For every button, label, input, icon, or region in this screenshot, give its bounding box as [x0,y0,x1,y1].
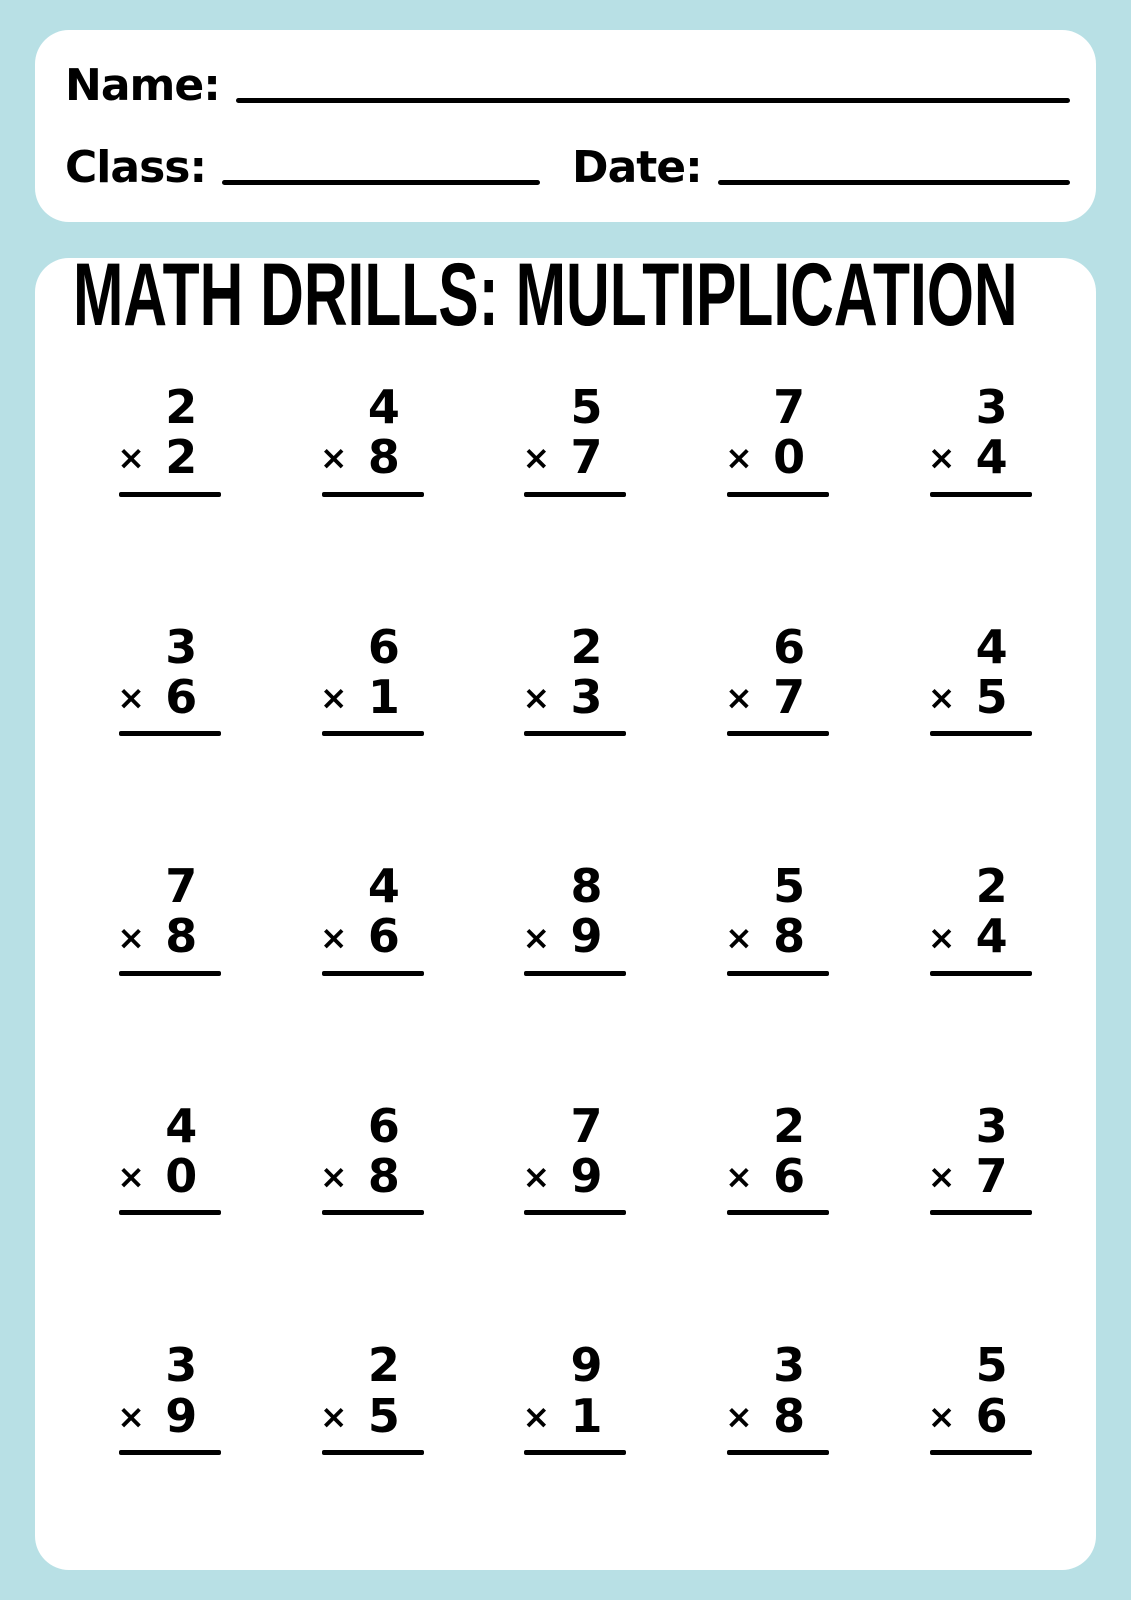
multiplier-row [319,1388,424,1443]
class-label: Class: [65,142,207,194]
multiplication-problem [319,1338,424,1455]
answer-line [727,1210,829,1215]
answer-line [119,1210,221,1215]
multiplicand-row [119,1098,221,1153]
answer-line [727,492,829,497]
multiplier-row [117,1388,221,1443]
multiplicand-digit: 9 [570,1338,603,1393]
multiplier-row [319,669,424,724]
multiplication-problem [319,859,424,976]
multiply-sign: × [319,917,348,957]
multiplicand-row [524,1338,626,1393]
multiplier-row [319,430,424,485]
multiplicand-row [524,619,626,674]
multiplier-digit: 6 [975,1388,1008,1443]
multiplier-digit: 7 [570,430,603,485]
multiplier-row [927,1388,1032,1443]
multiplicand-digit: 7 [570,1098,603,1153]
multiplication-problem [927,619,1032,737]
answer-line [119,731,221,736]
multiplicand-row [119,1338,221,1393]
multiply-sign: × [522,1157,551,1197]
multiply-sign: × [725,1157,753,1197]
answer-line [524,1210,626,1215]
multiplicand-digit: 7 [165,859,198,914]
multiplicand-row [727,380,829,434]
multiplier-digit: 0 [773,430,806,485]
name-blank-line [236,98,1070,103]
multiplier-digit: 5 [367,1388,400,1443]
multiplier-row [927,669,1032,724]
multiplicand-digit: 8 [570,859,603,914]
multiplicand-digit: 4 [975,619,1008,674]
multiplication-problem [927,1338,1032,1455]
answer-line [524,492,626,497]
answer-line [930,1450,1032,1455]
multiplicand-digit: 7 [773,380,806,434]
multiplicand-row [524,380,626,434]
class-date-row [65,142,1070,194]
multiplicand-digit: 6 [773,619,806,674]
answer-line [524,971,626,976]
multiplication-problem [725,859,829,976]
multiplicand-digit: 6 [367,619,400,674]
multiplication-problem [927,859,1032,976]
multiplier-row [522,669,626,724]
multiplicand-digit: 3 [773,1338,806,1393]
multiplier-row [927,430,1032,485]
multiplier-digit: 0 [165,1149,198,1204]
multiplier-digit: 3 [570,669,603,724]
multiplicand-row [524,859,626,914]
multiplier-digit: 9 [570,1149,603,1204]
multiplicand-digit: 4 [165,1098,198,1153]
multiplication-problem [117,619,221,737]
multiply-sign: × [522,1396,551,1436]
multiplicand-digit: 2 [975,859,1008,914]
multiplicand-digit: 4 [367,859,400,914]
answer-line [119,971,221,976]
multiplicand-digit: 3 [165,619,198,674]
multiply-sign: × [319,1157,348,1197]
multiplication-problem [117,380,221,497]
multiplier-row [522,1149,626,1204]
multiply-sign: × [725,438,753,478]
multiply-sign: × [725,678,753,718]
multiplier-digit: 5 [975,669,1008,724]
answer-line [119,492,221,497]
multiplier-row [522,909,626,964]
worksheet-title: MATH DRILLS: MULTIPLICATION [73,258,1018,344]
multiplication-problem [522,1338,626,1455]
multiplier-row [725,669,829,724]
multiplicand-digit: 5 [773,859,806,914]
multiplication-problem [522,619,626,737]
multiply-sign: × [319,1396,348,1436]
multiplier-digit: 1 [367,669,400,724]
multiply-sign: × [725,1396,753,1436]
multiplier-digit: 8 [773,1388,806,1443]
multiplication-problem [319,1098,424,1216]
multiplier-digit: 1 [570,1388,603,1443]
multiplicand-row [930,859,1032,914]
multiplier-row [117,669,221,724]
multiplicand-digit: 5 [570,380,603,434]
multiplicand-row [322,859,424,914]
multiplier-digit: 8 [367,430,400,485]
multiply-sign: × [927,438,956,478]
multiplication-problem [117,859,221,976]
multiply-sign: × [522,917,551,957]
multiplier-digit: 8 [773,909,806,964]
multiplier-row [725,430,829,485]
answer-line [322,731,424,736]
multiplier-digit: 8 [367,1149,400,1204]
multiplicand-row [727,1098,829,1153]
multiplier-digit: 9 [570,909,603,964]
multiplicand-row [322,619,424,674]
answer-line [524,731,626,736]
multiplicand-digit: 2 [570,619,603,674]
multiplicand-row [119,859,221,914]
multiplication-problem [117,1098,221,1216]
multiplication-problem [927,380,1032,497]
multiplier-row [319,1149,424,1204]
multiplier-digit: 7 [975,1149,1008,1204]
multiplication-problem [725,380,829,497]
multiplicand-row [524,1098,626,1153]
multiplier-row [319,909,424,964]
multiplier-row [725,1388,829,1443]
multiplier-digit: 8 [165,909,198,964]
answer-line [930,492,1032,497]
multiplicand-digit: 3 [975,380,1008,434]
multiply-sign: × [319,678,348,718]
multiplication-problem [522,859,626,976]
multiplier-digit: 2 [165,430,198,485]
multiplier-digit: 7 [773,669,806,724]
multiplier-row [725,1149,829,1204]
multiplicand-row [727,1338,829,1393]
multiply-sign: × [927,678,956,718]
multiplier-digit: 9 [165,1388,198,1443]
multiplication-problem [522,1098,626,1216]
multiply-sign: × [927,1157,956,1197]
answer-line [727,731,829,736]
multiplier-digit: 6 [773,1149,806,1204]
multiplication-problem [522,380,626,497]
multiplier-row [522,430,626,485]
multiplier-digit: 4 [975,430,1008,485]
multiplication-problem [319,619,424,737]
answer-line [524,1450,626,1455]
date-blank-line [718,180,1070,185]
multiplicand-row [930,619,1032,674]
multiplication-problem [927,1098,1032,1216]
answer-line [322,492,424,497]
multiply-sign: × [319,438,348,478]
multiplier-row [117,909,221,964]
multiplicand-digit: 2 [367,1338,400,1393]
multiplier-row [927,909,1032,964]
multiply-sign: × [117,917,145,957]
date-label: Date: [572,142,702,194]
multiplicand-row [322,1098,424,1153]
multiplicand-row [930,380,1032,434]
multiplicand-row [322,380,424,434]
multiplier-digit: 6 [165,669,198,724]
multiply-sign: × [117,1157,145,1197]
multiply-sign: × [117,678,145,718]
multiplier-row [725,909,829,964]
multiply-sign: × [117,438,145,478]
multiplicand-row [322,1338,424,1393]
answer-line [727,971,829,976]
multiplication-problem [725,619,829,737]
multiplicand-digit: 3 [975,1098,1008,1153]
multiplicand-row [930,1338,1032,1393]
answer-line [119,1450,221,1455]
multiplicand-row [119,380,221,434]
multiplication-problem [725,1338,829,1455]
multiplication-problem [319,380,424,497]
answer-line [322,1450,424,1455]
multiplier-row [522,1388,626,1443]
multiplicand-digit: 5 [975,1338,1008,1393]
multiplier-row [117,1149,221,1204]
multiply-sign: × [522,438,551,478]
class-blank-line [222,180,540,185]
multiplicand-digit: 3 [165,1338,198,1393]
name-row [65,60,1070,111]
name-label: Name: [65,60,220,111]
answer-line [930,971,1032,976]
answer-line [727,1450,829,1455]
answer-line [930,731,1032,736]
multiply-sign: × [725,917,753,957]
multiplier-digit: 4 [975,909,1008,964]
answer-line [322,1210,424,1215]
multiplier-digit: 6 [367,909,400,964]
multiplication-problem [725,1098,829,1216]
multiply-sign: × [927,1396,956,1436]
multiply-sign: × [522,678,551,718]
multiplicand-digit: 4 [367,380,400,434]
multiplier-row [117,430,221,485]
multiplier-row [927,1149,1032,1204]
multiplicand-digit: 2 [165,380,198,434]
answer-line [322,971,424,976]
multiplicand-digit: 2 [773,1098,806,1153]
worksheet-body [35,258,1096,1570]
multiplicand-row [727,859,829,914]
multiplicand-row [119,619,221,674]
multiplication-problem [117,1338,221,1455]
multiplicand-row [930,1098,1032,1153]
student-info-card [35,30,1096,222]
multiply-sign: × [927,917,956,957]
answer-line [930,1210,1032,1215]
problems-grid [69,380,1082,1455]
multiplicand-digit: 6 [367,1098,400,1153]
multiplicand-row [727,619,829,674]
multiply-sign: × [117,1396,145,1436]
